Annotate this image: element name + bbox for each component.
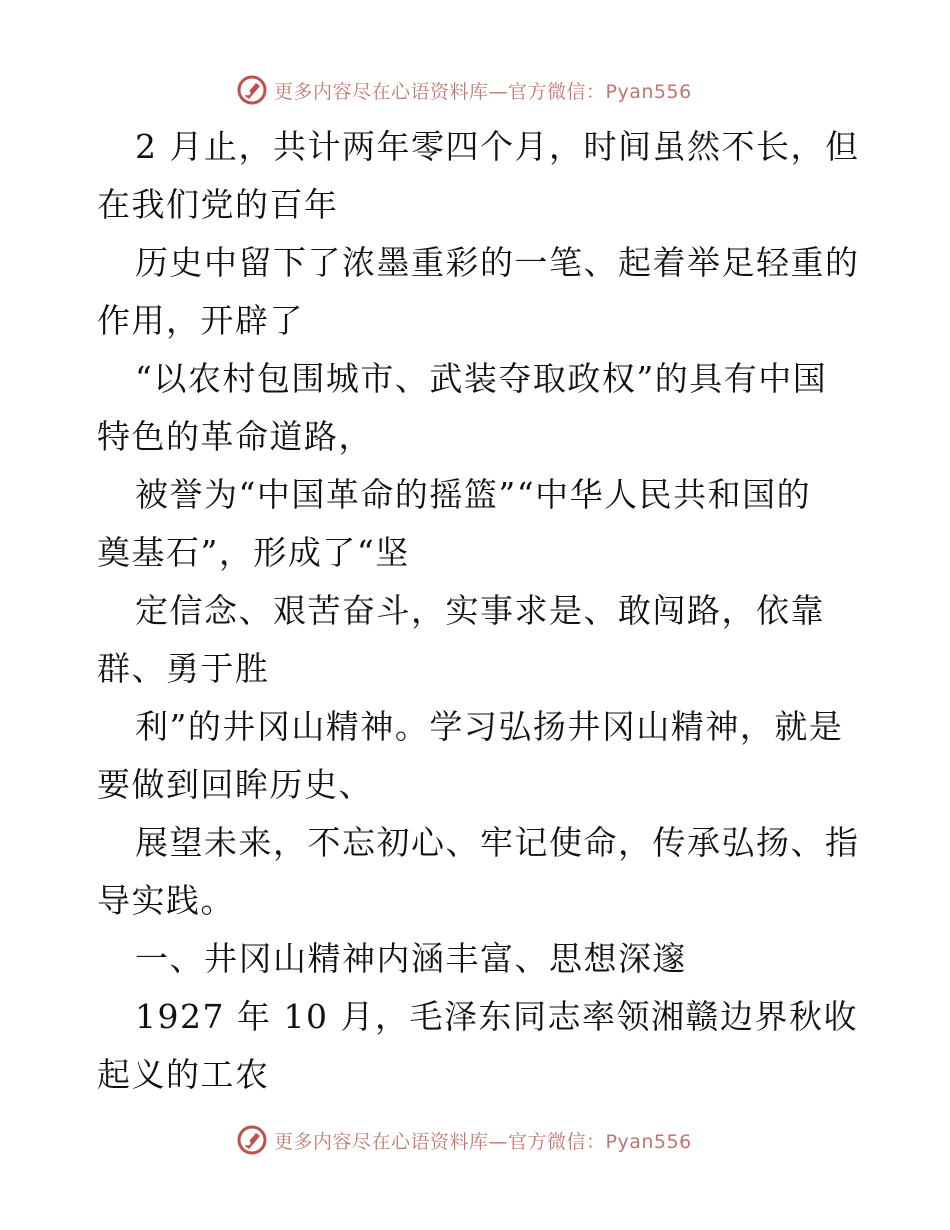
text-line: 特色的革命道路， [97,417,373,456]
watermark-header [236,72,716,108]
text-line: 1927 年 10 月，毛泽东同志率领湘赣边界秋收 [135,997,858,1036]
library-logo-icon [236,74,268,106]
section-heading: 一、井冈山精神内涵丰富、思想深邃 [135,939,687,978]
library-logo-icon [236,1124,268,1156]
text-line: 2 月止，共计两年零四个月，时间虽然不长，但 [135,127,860,166]
text-line: 展望未来，不忘初心、牢记使命，传承弘扬、指 [135,823,860,862]
text-line: 要做到回眸历史、 [97,765,373,804]
text-line: 作用，开辟了 [97,301,304,340]
watermark-text: 更多内容尽在心语资料库—官方微信：Pyan556 [274,1130,692,1153]
text-line: 被誉为“中国革命的摇篮”“中华人民共和国的 [135,475,812,514]
text-line: 起义的工农 [97,1055,270,1094]
text-line: 历史中留下了浓墨重彩的一笔、起着举足轻重的 [135,243,860,282]
text-line: 群、勇于胜 [97,649,270,688]
text-line: 奠基石”，形成了“坚 [97,533,410,572]
document-body [97,118,860,1104]
text-line: “以农村包围城市、武装夺取政权”的具有中国 [135,359,828,398]
text-line: 定信念、艰苦奋斗，实事求是、敢闯路，依靠 [135,591,825,630]
watermark-text: 更多内容尽在心语资料库—官方微信：Pyan556 [274,80,692,103]
watermark-footer [236,1122,716,1158]
text-line: 在我们党的百年 [97,185,339,224]
text-line: 利”的井冈山精神。学习弘扬井冈山精神，就是 [135,707,844,746]
text-line: 导实践。 [97,881,235,920]
